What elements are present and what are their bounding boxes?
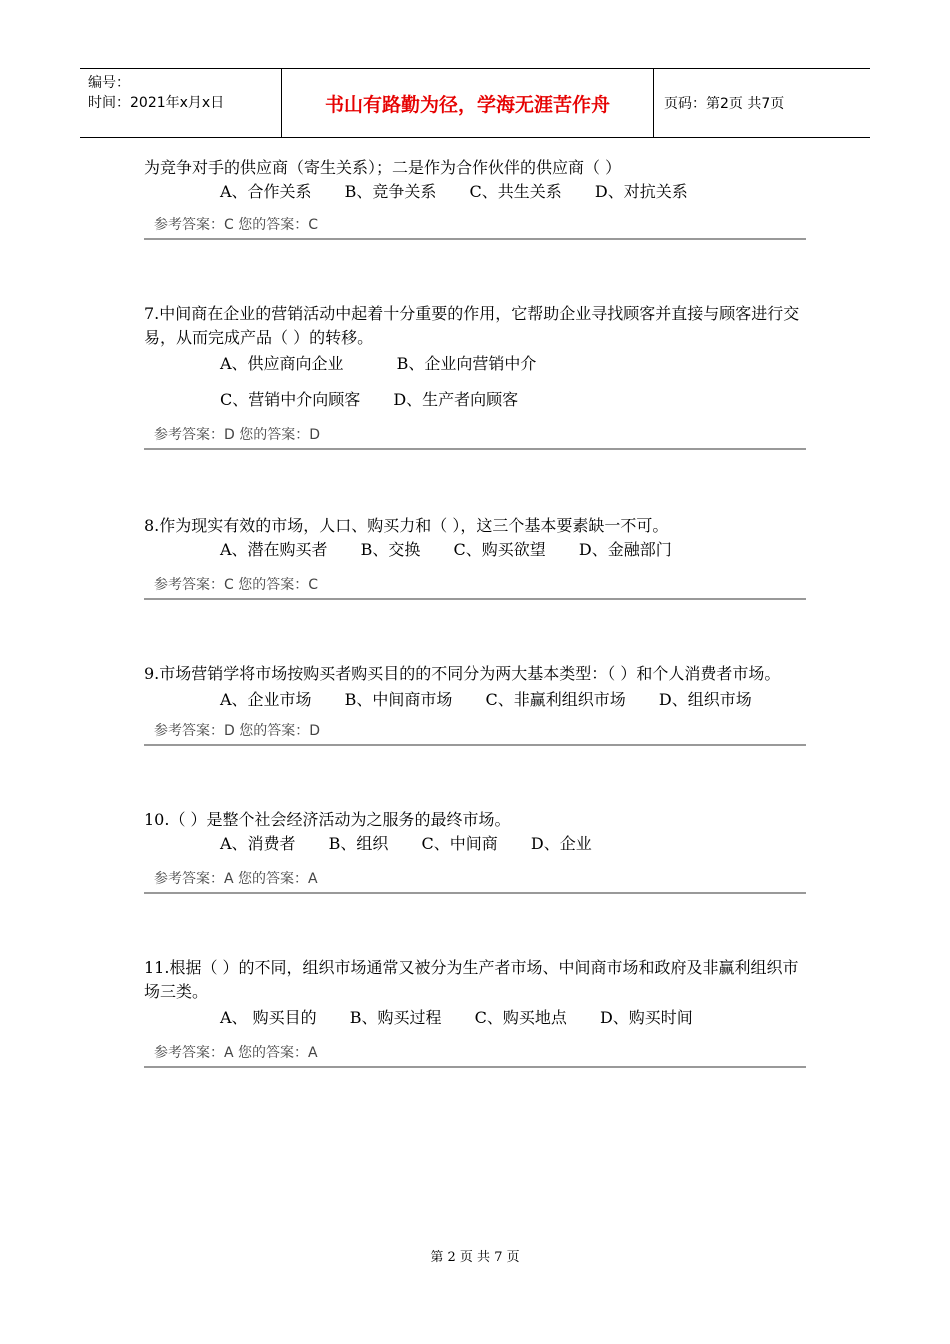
question-block <box>144 956 806 1068</box>
options-row <box>144 388 806 412</box>
option-d: D、对抗关系 <box>594 182 688 201</box>
option-a: A、潜在购买者 <box>220 540 328 559</box>
answer-line: 参考答案：C 您的答案：C <box>144 214 806 240</box>
option-d: D、购买时间 <box>599 1008 693 1027</box>
option-d: D、组织市场 <box>658 690 752 709</box>
option-b: B、购买过程 <box>349 1008 442 1027</box>
option-d: D、生产者向顾客 <box>393 390 519 409</box>
option-a: A、 购买目的 <box>220 1008 317 1027</box>
question-block <box>144 302 806 450</box>
answer-line: 参考答案：D 您的答案：D <box>144 720 806 746</box>
option-b: B、竞争关系 <box>344 182 437 201</box>
question-text: 11.根据（ ）的不同，组织市场通常又被分为生产者市场、中间商市场和政府及非赢利组织市场三类。 <box>144 958 799 1001</box>
question-text: 为竞争对手的供应商（寄生关系）；二是作为合作伙伴的供应商（ ） <box>144 158 622 177</box>
answer-line: 参考答案：A 您的答案：A <box>144 1042 806 1068</box>
answer-line: 参考答案：D 您的答案：D <box>144 424 806 450</box>
option-d: D、企业 <box>530 834 592 853</box>
page-footer: 第 2 页 共 7 页 <box>430 1250 520 1265</box>
question-list <box>144 156 806 1068</box>
question-text: 9.市场营销学将市场按购买者购买目的的不同分为两大基本类型：（ ）和个人消费者市场。 <box>144 664 781 683</box>
date-label: 时间：2021年x月x日 <box>88 95 225 111</box>
option-a: A、合作关系 <box>220 182 312 201</box>
number-label: 编号： <box>88 75 130 91</box>
question-block <box>144 662 806 746</box>
header-table <box>80 68 870 138</box>
question-block <box>144 514 806 600</box>
option-c: C、非赢利组织市场 <box>485 690 626 709</box>
options-row <box>144 352 806 376</box>
option-a: A、消费者 <box>220 834 296 853</box>
options-row <box>144 832 806 856</box>
option-b: B、组织 <box>328 834 389 853</box>
option-b: B、中间商市场 <box>344 690 453 709</box>
option-c: C、中间商 <box>421 834 498 853</box>
option-a: A、供应商向企业 <box>220 354 344 373</box>
options-row <box>144 1006 806 1030</box>
option-b: B、企业向营销中介 <box>396 354 537 373</box>
answer-line: 参考答案：A 您的答案：A <box>144 868 806 894</box>
answer-line: 参考答案：C 您的答案：C <box>144 574 806 600</box>
options-row <box>144 180 806 204</box>
question-text: 7.中间商在企业的营销活动中起着十分重要的作用，它帮助企业寻找顾客并直接与顾客进行交易，从而完成产品（ ）的转移。 <box>144 304 800 347</box>
question-block <box>144 808 806 894</box>
header-page-info: 页码：第2页 共7页 <box>664 96 785 112</box>
options-row <box>144 538 806 562</box>
option-b: B、交换 <box>360 540 421 559</box>
question-block <box>144 156 806 240</box>
question-text: 10.（ ）是整个社会经济活动为之服务的最终市场。 <box>144 810 511 829</box>
option-c: C、购买欲望 <box>453 540 546 559</box>
header-meta <box>80 69 282 137</box>
option-c: C、营销中介向顾客 <box>220 390 361 409</box>
header-motto: 书山有路勤为径，学海无涯苦作舟 <box>282 69 654 137</box>
option-d: D、金融部门 <box>578 540 672 559</box>
options-row <box>144 688 806 712</box>
option-c: C、共生关系 <box>469 182 562 201</box>
option-c: C、购买地点 <box>474 1008 567 1027</box>
option-a: A、企业市场 <box>220 690 312 709</box>
question-text: 8.作为现实有效的市场，人口、购买力和（ ），这三个基本要素缺一不可。 <box>144 516 669 535</box>
